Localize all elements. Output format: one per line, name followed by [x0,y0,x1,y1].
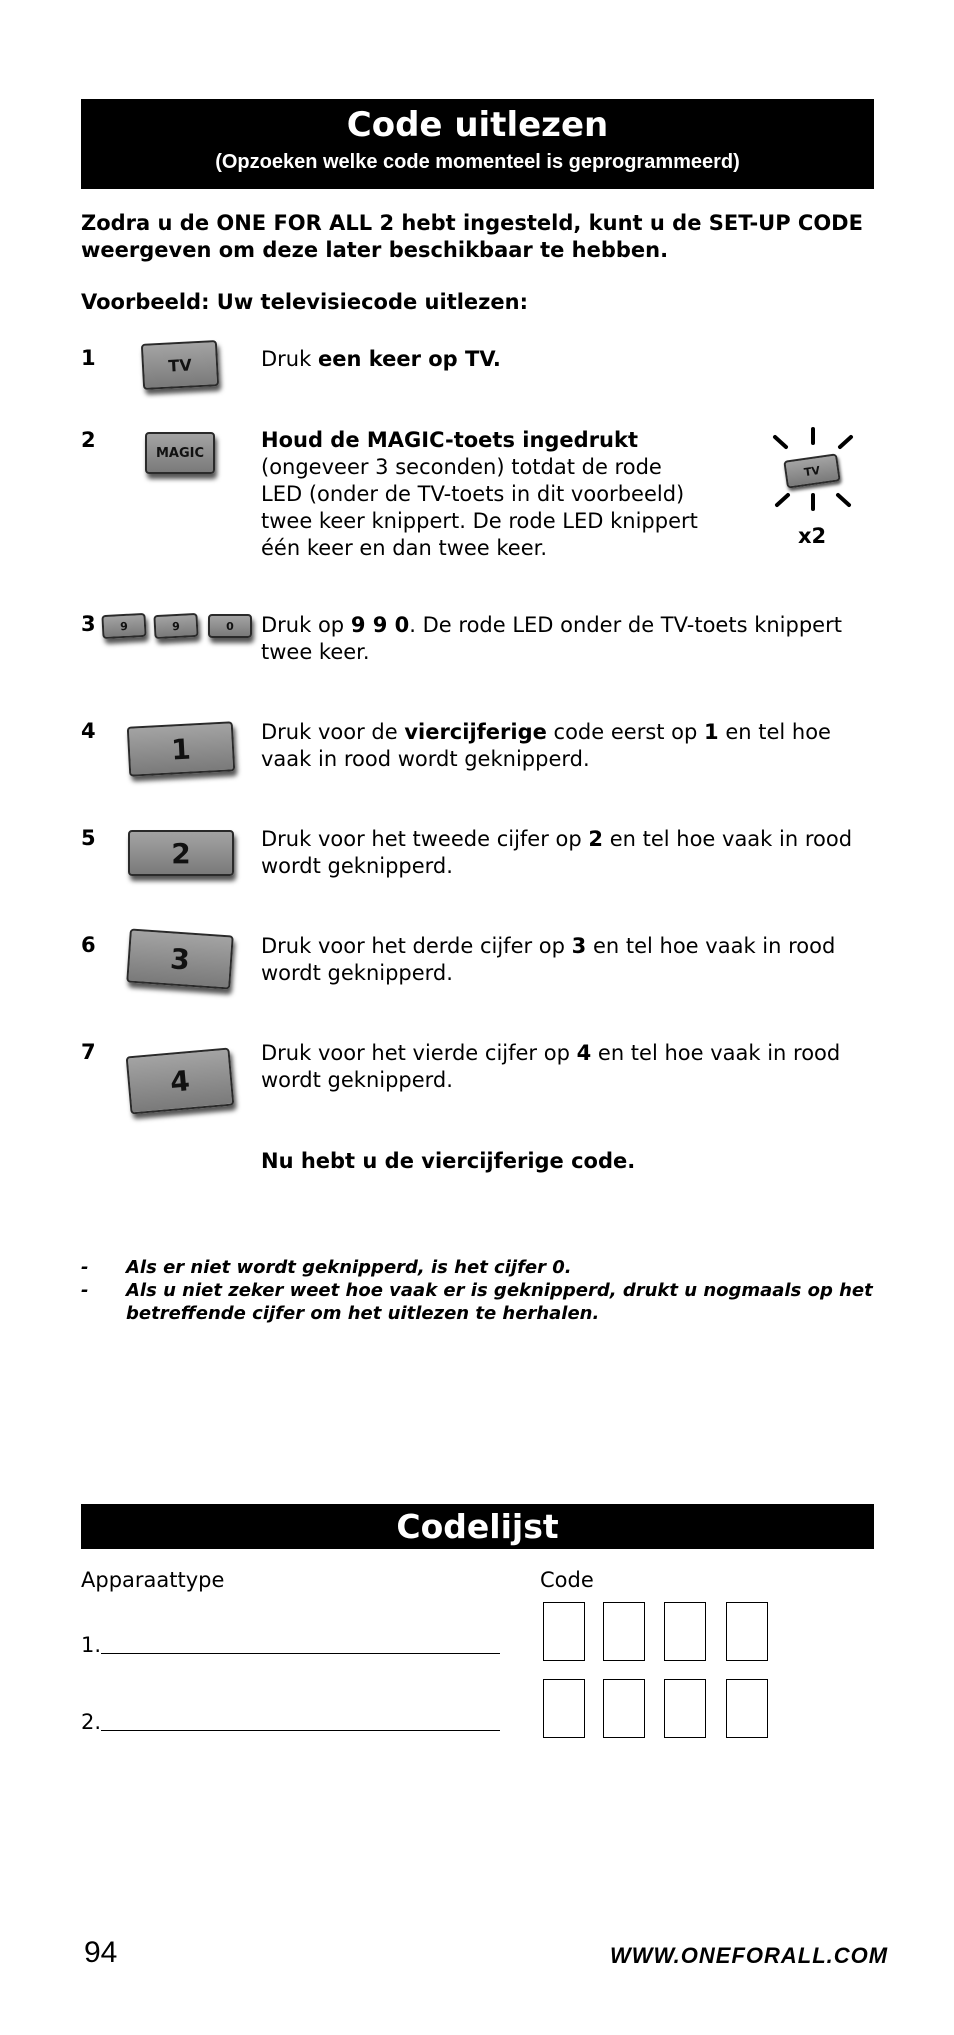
code-digit-box[interactable] [664,1679,706,1738]
code-digit-box[interactable] [726,1602,768,1661]
digit-3-key-icon: 3 [126,928,234,989]
example-heading: Voorbeeld: Uw televisiecode uitlezen: [81,290,528,314]
code-digit-box[interactable] [603,1602,645,1661]
digit-4-key-icon: 4 [126,1048,235,1115]
step-number: 3 [81,612,96,636]
row-label: 2. [81,1710,102,1734]
step-3-text: Druk op 9 9 0. De rode LED onder de TV-toets knippert twee keer. [261,613,842,664]
code-digit-box[interactable] [543,1602,585,1661]
step-number: 4 [81,719,96,743]
step-2-text: Houd de MAGIC-toets ingedrukt (ongeveer 3 seconden) totdat de rode LED (onder de TV-toets in dit voorbeeld) twee keer knippert. De rode LED knippert één keer en dan twee keer. [261,428,698,560]
step-number: 7 [81,1040,96,1064]
code-digit-box[interactable] [603,1679,645,1738]
device-type-field[interactable] [101,1653,500,1654]
step-number: 1 [81,346,96,370]
note-item [81,1256,931,1281]
code-digit-box[interactable] [664,1602,706,1661]
digit-9-key-icon: 9 [153,613,198,639]
step-6-text: Druk voor het derde cijfer op 3 en tel hoe vaak in rood wordt geknipperd. [261,934,836,985]
digit-1-key-icon: 1 [127,721,235,776]
step-5-text: Druk voor het tweede cijfer op 2 en tel hoe vaak in rood wordt geknipperd. [261,827,853,878]
step-number: 2 [81,428,96,452]
device-type-header: Apparaattype [81,1568,225,1592]
website-url: WWW.ONEFORALL.COM [610,1943,889,1968]
row-label: 1. [81,1633,102,1657]
section-subtitle: (Opzoeken welke code momenteel is geprogrammeerd) [215,151,740,173]
step-7-text: Druk voor het vierde cijfer op 4 en tel hoe vaak in rood wordt geknipperd. [261,1041,841,1092]
note-text: Als u niet zeker weet hoe vaak er is geknipperd, drukt u nogmaals op het betreffende cijfer om het uitlezen te herhalen. [126,1280,873,1324]
section-title: Code uitlezen [346,105,609,145]
digit-9-key-icon: 9 [101,613,146,639]
section-header [81,99,874,189]
code-digit-box[interactable] [726,1679,768,1738]
page-number: 94 [84,1936,118,1969]
step-number: 5 [81,826,96,850]
note-text: Als er niet wordt geknipperd, is het cijfer 0. [126,1257,572,1278]
intro-text: Zodra u de ONE FOR ALL 2 hebt ingesteld, kunt u de SET-UP CODE weergeven om deze later beschikbaar te hebben. [81,211,863,262]
step-1-text: Druk een keer op TV. [261,347,501,371]
note-dash: - [81,1280,89,1301]
conclusion-text: Nu hebt u de viercijferige code. [261,1149,636,1173]
codelist-title: Codelijst [396,1507,559,1546]
digit-2-key-icon: 2 [128,830,234,876]
note-item [81,1279,931,1329]
codelist-header [81,1504,874,1549]
digit-0-key-icon: 0 [208,614,252,638]
code-header: Code [540,1568,594,1592]
blink-count: x2 [798,524,827,548]
code-digit-box[interactable] [543,1679,585,1738]
magic-key-icon: MAGIC [145,432,215,474]
tv-key-icon: TV [141,340,219,390]
step-number: 6 [81,933,96,957]
led-blink-illustration [760,425,860,515]
note-dash: - [81,1257,89,1278]
tv-key-blink-icon: TV [783,453,840,488]
device-type-field[interactable] [101,1730,500,1731]
step-4-text: Druk voor de viercijferige code eerst op 1 en tel hoe vaak in rood wordt geknipperd. [261,720,831,771]
